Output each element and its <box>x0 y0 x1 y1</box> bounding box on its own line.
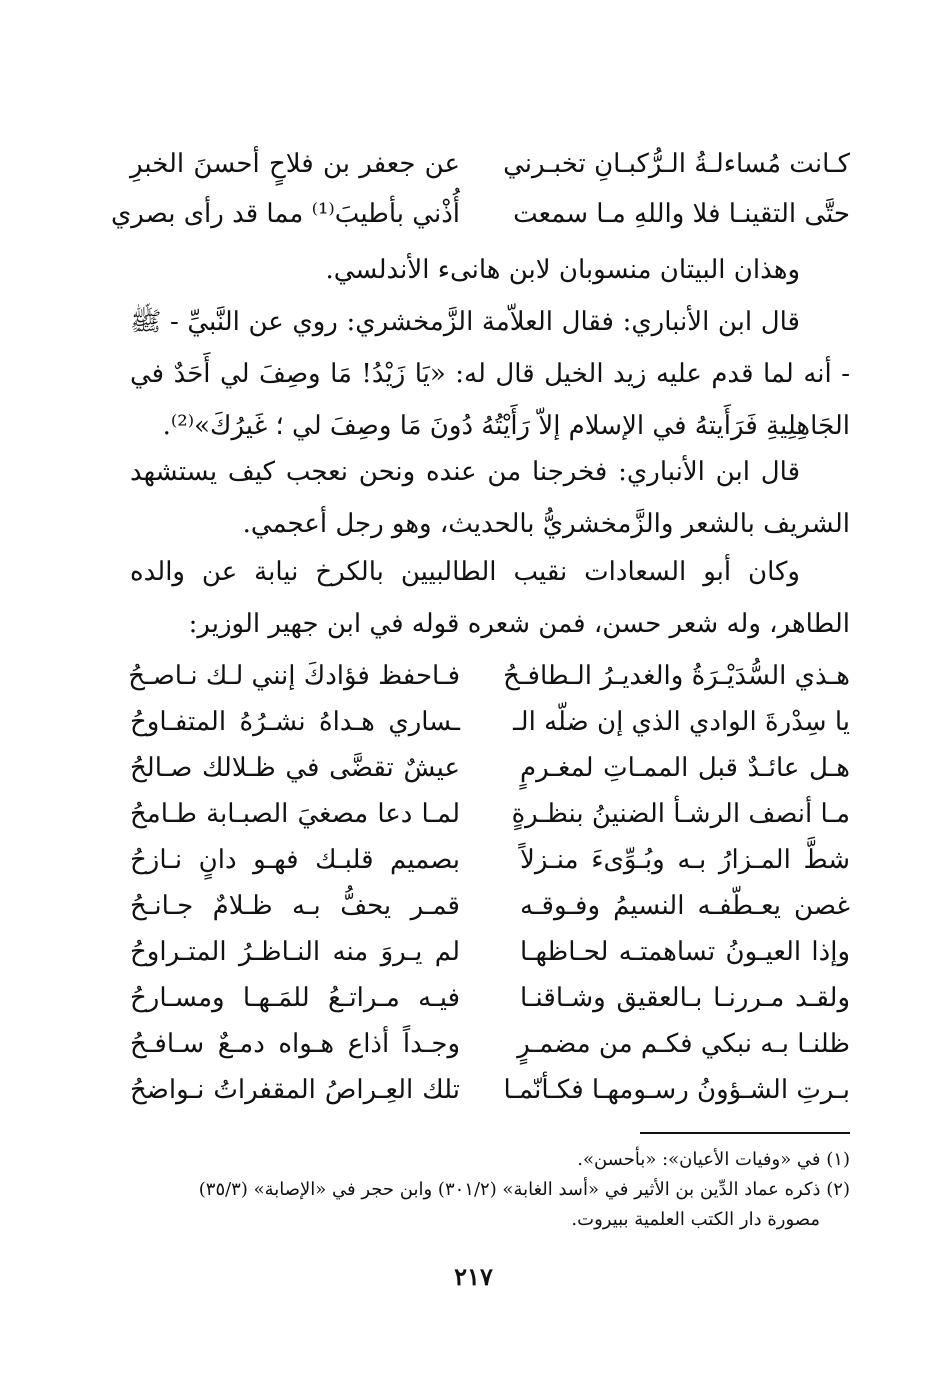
verse-second-hemistich: قمـر يحفُّ بـه ظـلامٌ جـانـحُ <box>130 891 460 921</box>
verse-first-hemistich: هـذي السُّدَيْـرَةُ والغديـرُ الـطافـحُ <box>503 661 850 691</box>
poem-verse <box>130 836 850 884</box>
poem-verse <box>130 652 850 700</box>
poem-verse <box>130 1020 850 1068</box>
verse-first-hemistich: ولقـد مـررنـا بـالعقيق وشـاقنـا <box>520 983 850 1013</box>
verse-first-hemistich: هـل عائـدٌ قبل الممـاتِ لمغـرمٍ <box>520 753 850 783</box>
footnote-1: (١) في «وفيات الأعيان»: «بأحسن». <box>577 1149 850 1170</box>
poem-verse <box>130 698 850 746</box>
verse-first-hemistich: غصن يعـطّفـه النسيمُ وفـوقـه <box>520 891 850 921</box>
verse-second-hemistich: لمـا دعا مصغيَ الصبـابة طـامحُ <box>130 799 460 829</box>
verse-second-hemistich: عن جعفر بن فلاحٍ أحسنَ الخبرِ <box>130 149 460 179</box>
verse-first-hemistich: يا سِدْرةَ الوادي الذي إن ضلّه الـ <box>513 707 850 737</box>
verse-first-hemistich: شطَّ المـزارُ بـه وبُـوِّىءَ منـزلاً <box>520 845 850 875</box>
paragraph: وكان أبو السعادات نقيب الطالبيين بالكرخ نيابة عن والده الطاهر، وله شعر حسن، فمن شعره قوله في ابن جهير الوزير: <box>130 557 850 639</box>
footnote-2: (٢) ذكره عماد الدِّين بن الأثير في «أسد الغابة» (٣٠١/٢) وابن حجر في «الإصابة» (٣٥/٣) <box>198 1179 850 1200</box>
verse-first-hemistich: ظلنـا بـه نبكي فكـم من مضمـرٍ <box>517 1029 850 1059</box>
verse-second-hemistich: عيشٌ تقضَّى في ظـلالك صـالحُ <box>130 753 460 783</box>
poem-verse <box>130 974 850 1022</box>
verse-first-hemistich: وإذا العيـونُ تساهمتـه لحـاظهـا <box>520 937 850 967</box>
poem-verse <box>130 790 850 838</box>
poem-verse <box>130 882 850 930</box>
verse-second-hemistich: لم يـروَ منه النـاظـرُ المتـراوحُ <box>130 937 460 967</box>
footnotes <box>130 1145 850 1235</box>
verse-second-hemistich: ـساري هـداهُ نشـرُهُ المتفـاوحُ <box>130 707 460 737</box>
verse-first-hemistich: بـرتِ الشـؤونُ رسـومهـا فكـأنّمـا <box>503 1075 850 1105</box>
paragraph: قال ابن الأنباري: فقال العلاّمة الزَّمخشري: روي عن النَّبيِّ - ﷺ - أنه لما قدم عليه زيد الخيل قال له: «يَا زَيْدُ! مَا وصِفَ لي أَحَدٌ في الجَاهِلِيةِ فَرَأَيتهُ في الإسلام إلاّ رَأَيْتُهُ دُونَ مَا وصِفَ لي ؛ غَيرُكَ»⁽²⁾. <box>130 307 850 441</box>
verse-line <box>130 140 850 188</box>
footnote-2-continuation: مصورة دار الكتب العلمية ببيروت. <box>571 1209 820 1230</box>
paragraph: قال ابن الأنباري: فخرجنا من عنده ونحن نعجب كيف يستشهد الشريف بالشعر والزَّمخشريُّ بالحديث، وهو رجل أعجمي. <box>130 457 850 539</box>
verse-second-hemistich: فـاحفظ فؤادكَ إنني لـك نـاصـحُ <box>128 661 460 691</box>
verse-line <box>110 190 850 238</box>
poem-verse <box>130 928 850 976</box>
verse-first-hemistich: كـانت مُساءلـةُ الـرُّكبـانِ تخبـرني <box>503 149 850 179</box>
verse-second-hemistich: بصميم قلبـك فهـو دانٍ نـازحُ <box>130 845 460 875</box>
verse-first-hemistich: مـا أنصف الرشـأ الضنينُ بنظـرةٍ <box>511 799 850 829</box>
poem-verse <box>130 744 850 792</box>
paragraph: وهذان البيتان منسوبان لابن هانىء الأندلسي. <box>325 255 800 285</box>
verse-second-hemistich: وجـداً أذاع هـواه دمـعٌ سـافـحُ <box>130 1029 460 1059</box>
verse-second-hemistich: أُذْني بأطيبَ⁽¹⁾ مما قد رأى بصري <box>110 199 460 229</box>
poem-verse <box>130 1066 850 1114</box>
footnote-separator <box>640 1132 850 1134</box>
verse-second-hemistich: فيـه مـراتـعُ للمَـهـا ومسـارحُ <box>130 983 460 1013</box>
verse-second-hemistich: تلك العِـراصُ المقفراتُ نـواضحُ <box>130 1075 460 1105</box>
page-number: ٢١٧ <box>454 1262 493 1291</box>
verse-first-hemistich: حتَّى التقينـا فلا واللهِ مـا سمعت <box>513 199 850 229</box>
